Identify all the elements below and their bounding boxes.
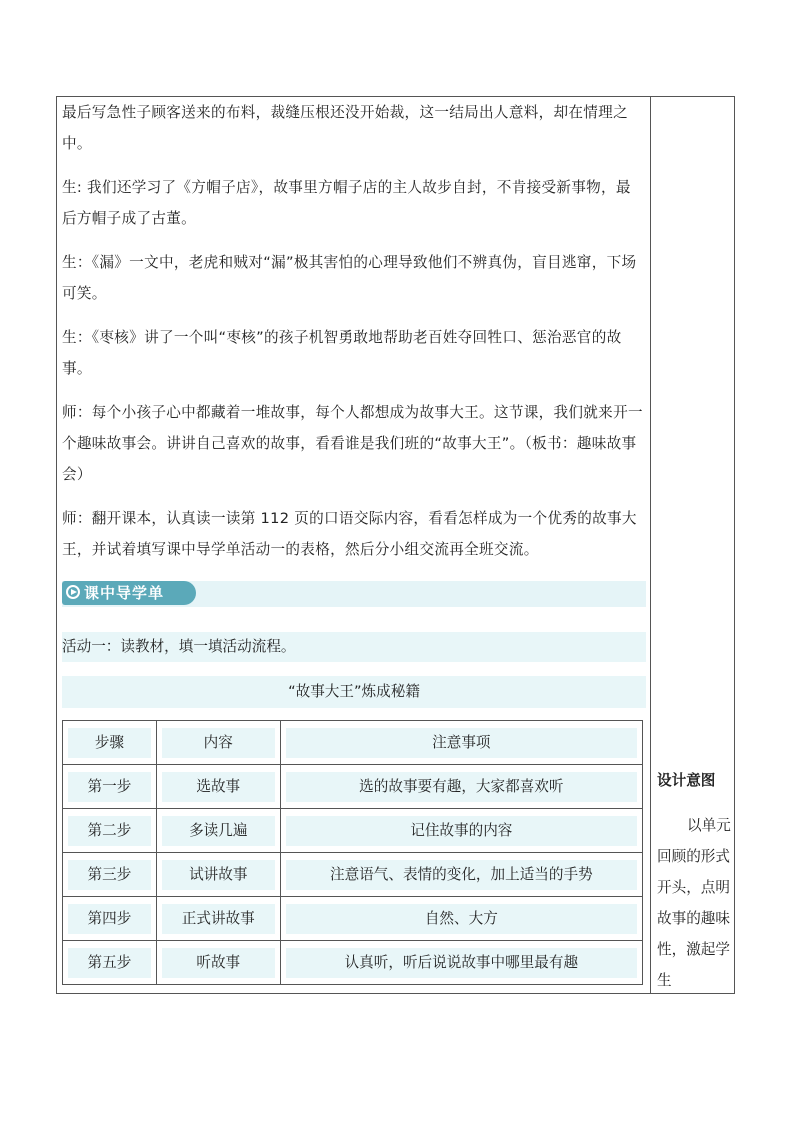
table-cell: 自然、大方 <box>280 897 642 941</box>
play-circle-icon <box>66 585 80 599</box>
table-cell: 记住故事的内容 <box>280 809 642 853</box>
design-intent-title: 设计意图 <box>657 772 716 789</box>
design-intent-column <box>657 766 731 996</box>
table-header-cell: 注意事项 <box>280 721 642 765</box>
table-cell: 认真听，听后说说故事中哪里最有趣 <box>280 941 642 985</box>
paragraph: 最后写急性子顾客送来的布料，裁缝压根还没开始裁，这一结局出人意料，却在情理之中。 <box>62 104 628 152</box>
table-cell: 多读几遍 <box>156 809 280 853</box>
table-row <box>63 897 643 941</box>
table-cell: 第二步 <box>63 809 157 853</box>
table-cell: 注意语气、表情的变化，加上适当的手势 <box>280 853 642 897</box>
table-cell: 第三步 <box>63 853 157 897</box>
table-header-cell: 内容 <box>156 721 280 765</box>
table-cell: 试讲故事 <box>156 853 280 897</box>
paragraph: 生：《漏》一文中，老虎和贼对“漏”极其害怕的心理导致他们不辨真伪，盲目逃窜，下场可笑。 <box>62 254 637 302</box>
table-cell: 第一步 <box>63 765 157 809</box>
design-intent-text: 以单元回顾的形式开头，点明故事的趣味性，激起学生 <box>657 817 731 989</box>
table-row <box>63 853 643 897</box>
table-cell: 正式讲故事 <box>156 897 280 941</box>
section-label-text: 课中导学单 <box>84 584 165 602</box>
table-header-cell: 步骤 <box>63 721 157 765</box>
table-cell: 听故事 <box>156 941 280 985</box>
table-cell: 第五步 <box>63 941 157 985</box>
table-cell: 第四步 <box>63 897 157 941</box>
table-header-row <box>63 721 643 765</box>
paragraph: 师：每个小孩子心中都藏着一堆故事，每个人都想成为故事大王。这节课，我们就来开一个趣味故事会。讲讲自己喜欢的故事，看看谁是我们班的“故事大王”。（板书：趣味故事会） <box>62 404 643 483</box>
paragraph: 师：翻开课本，认真读一读第 112 页的口语交际内容，看看怎样成为一个优秀的故事大王，并试着填写课中导学单活动一的表格，然后分小组交流再全班交流。 <box>62 510 637 558</box>
column-divider <box>650 96 651 994</box>
section-header <box>62 581 646 607</box>
activity-instruction: 活动一：读教材，填一填活动流程。 <box>62 632 646 662</box>
steps-table <box>62 720 643 985</box>
main-column <box>62 97 644 578</box>
table-row <box>63 765 643 809</box>
table-row <box>63 809 643 853</box>
paragraph: 生: 我们还学习了《方帽子店》，故事里方帽子店的主人故步自封，不肯接受新事物，最后方帽子成了古董。 <box>62 179 631 227</box>
paragraph: 生：《枣核》讲了一个叫“枣核”的孩子机智勇敢地帮助老百姓夺回牲口、惩治恶官的故事。 <box>62 329 622 377</box>
table-row <box>63 941 643 985</box>
table-caption: “故事大王”炼成秘籍 <box>62 676 646 708</box>
table-cell: 选的故事要有趣，大家都喜欢听 <box>280 765 642 809</box>
section-label <box>62 581 196 605</box>
table-cell: 选故事 <box>156 765 280 809</box>
